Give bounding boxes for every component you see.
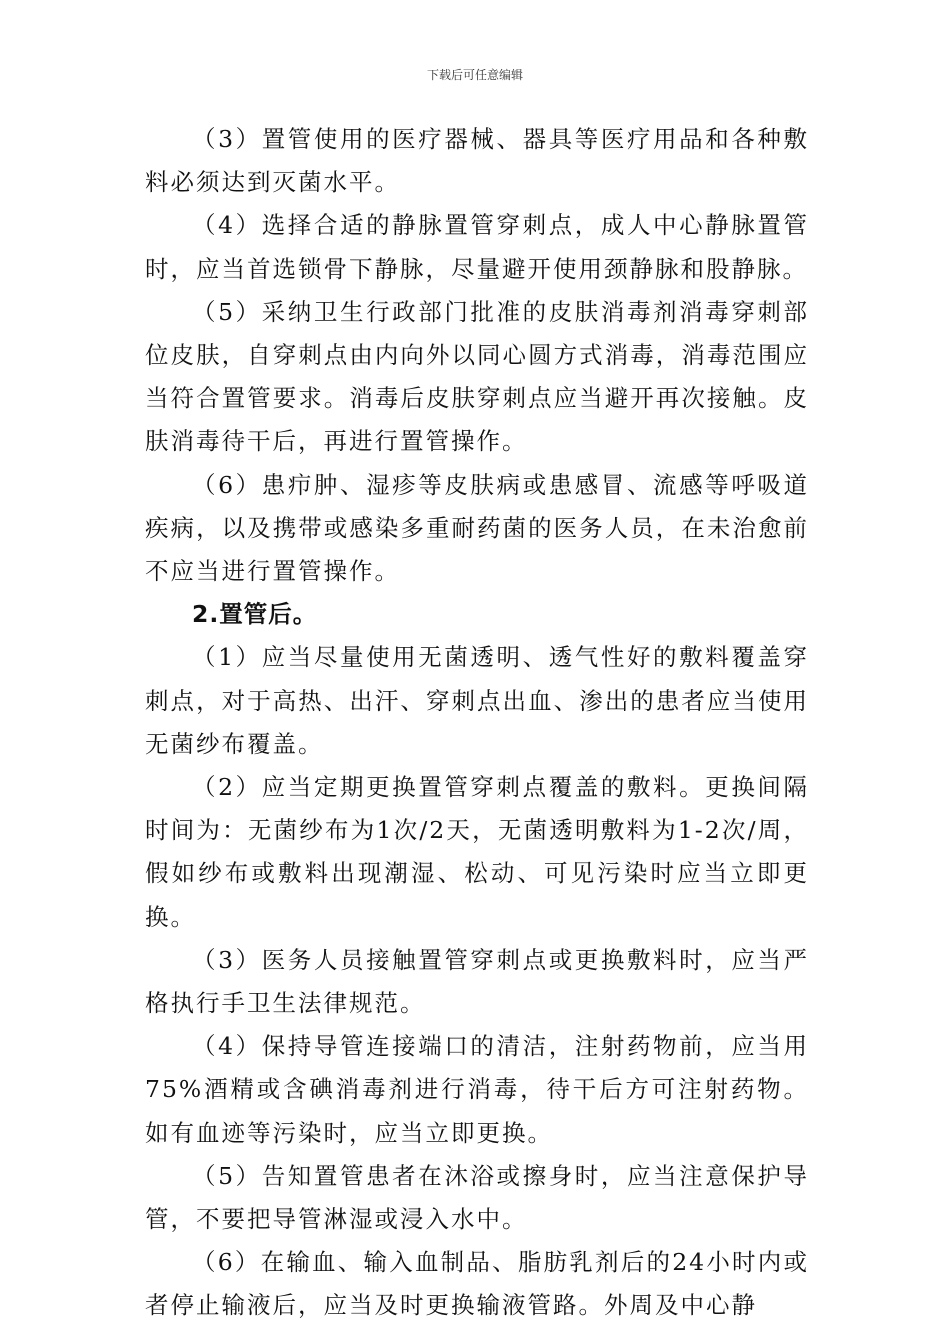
paragraph-3-devices: （3）置管使用的医疗器械、器具等医疗用品和各种敷料必须达到灭菌水平。 xyxy=(145,125,809,197)
section-heading-after-catheter: 2.置管后。 xyxy=(192,600,318,629)
paragraph-6-tubing-change: （6）在输血、输入血制品、脂肪乳剂后的24小时内或者停止输液后，应当及时更换输液管路。外周及中心静 xyxy=(145,1248,809,1320)
paragraph-5-bathing: （5）告知置管患者在沐浴或擦身时，应当注意保护导管，不要把导管淋湿或浸入水中。 xyxy=(145,1161,809,1234)
paragraph-3-hand-hygiene: （3）医务人员接触置管穿刺点或更换敷料时，应当严格执行手卫生法律规范。 xyxy=(145,945,809,1018)
paragraph-2-dressing-change: （2）应当定期更换置管穿刺点覆盖的敷料。更换间隔时间为：无菌纱布为1次/2天，无菌透明敷料为1-2次/周，假如纱布或敷料出现潮湿、松动、可见污染时应当立即更换。 xyxy=(145,773,809,931)
document-body xyxy=(145,118,809,1328)
paragraph-5-skin-disinfection: （5）采纳卫生行政部门批准的皮肤消毒剂消毒穿刺部位皮肤，自穿刺点由内向外以同心圆方式消毒，消毒范围应当符合置管要求。消毒后皮肤穿刺点应当避开再次接触。皮肤消毒待干后，再进行置管操作。 xyxy=(145,297,809,456)
page-header: 下载后可任意编辑 xyxy=(426,68,523,82)
paragraph-4-puncture-site: （4）选择合适的静脉置管穿刺点，成人中心静脉置管时，应当首选锁骨下静脉，尽量避开使用颈静脉和股静脉。 xyxy=(145,211,809,283)
paragraph-1-dressing: （1）应当尽量使用无菌透明、透气性好的敷料覆盖穿刺点，对于高热、出汗、穿刺点出血、渗出的患者应当使用无菌纱布覆盖。 xyxy=(145,643,809,758)
paragraph-6-staff-illness: （6）患疖肿、湿疹等皮肤病或患感冒、流感等呼吸道疾病，以及携带或感染多重耐药菌的医务人员，在未治愈前不应当进行置管操作。 xyxy=(145,470,809,586)
paragraph-4-port-cleaning: （4）保持导管连接端口的清洁，注射药物前，应当用75%酒精或含碘消毒剂进行消毒，待干后方可注射药物。如有血迹等污染时，应当立即更换。 xyxy=(145,1032,809,1147)
